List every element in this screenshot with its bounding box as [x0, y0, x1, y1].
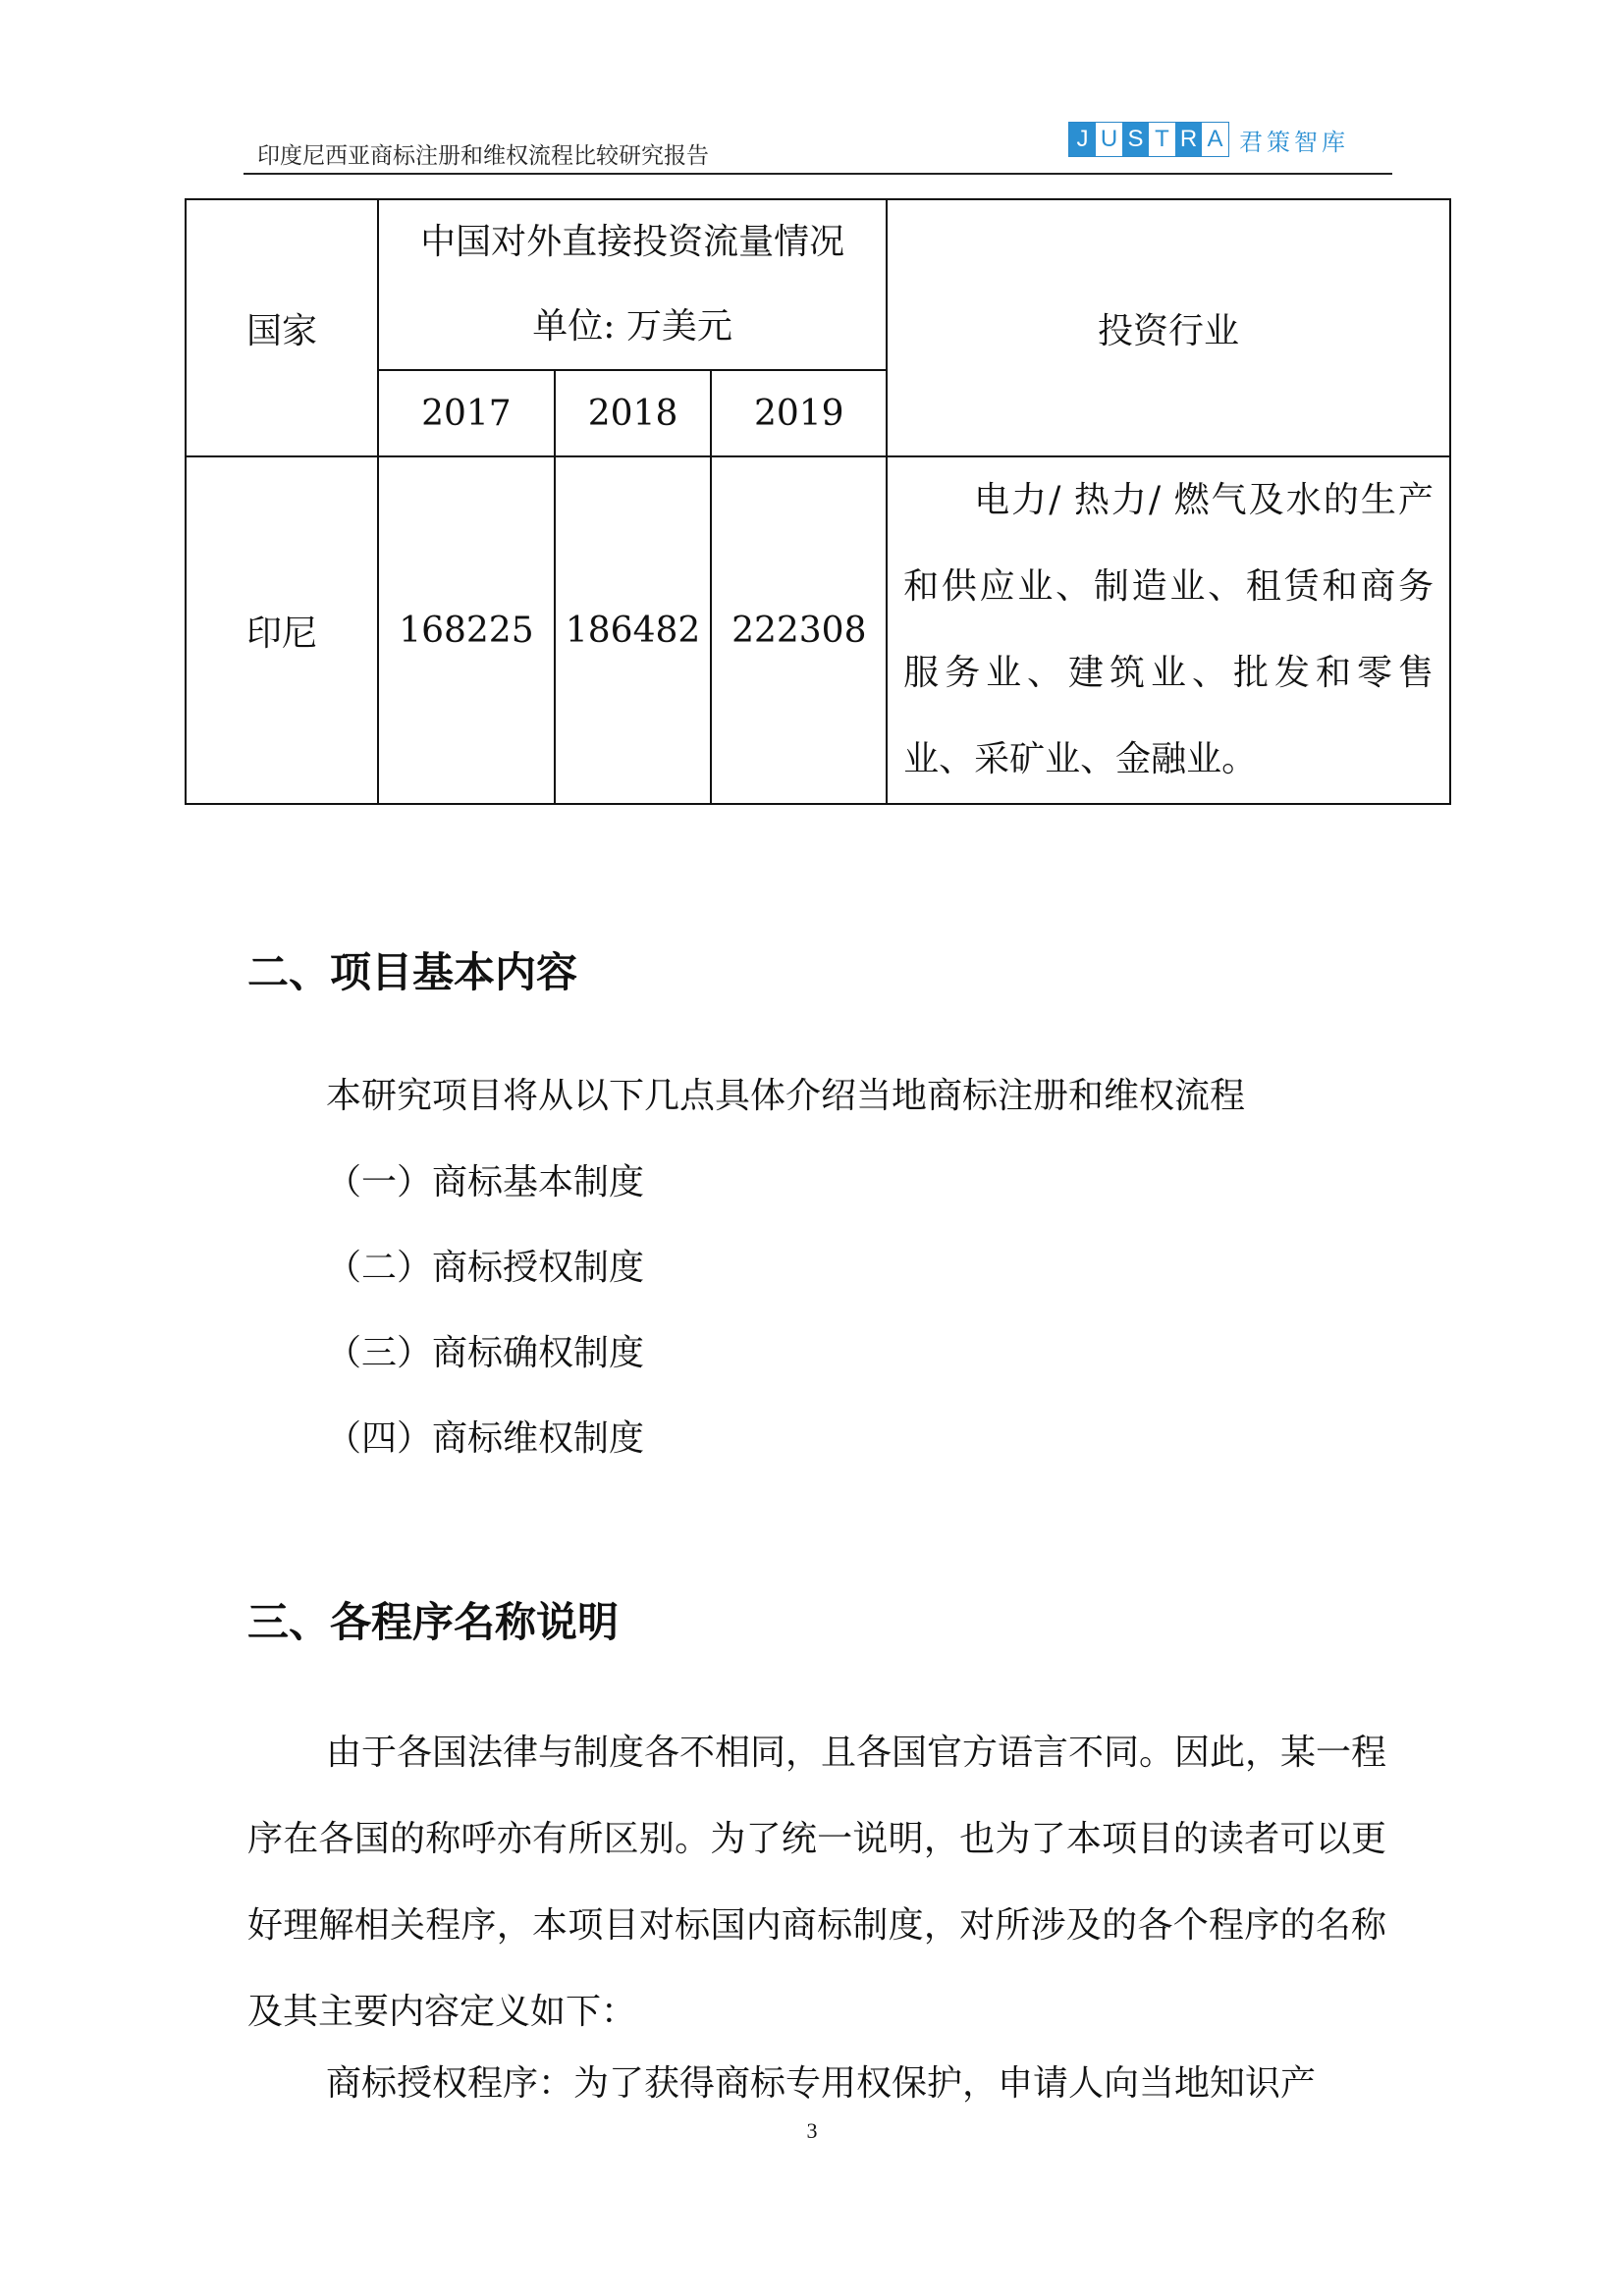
page-number: 3 — [806, 2118, 818, 2143]
year-header: 2019 — [711, 370, 887, 456]
body-paragraph-start: 商标授权程序：为了获得商标专用权保护，申请人向当地知识产 — [326, 2063, 1317, 2104]
flow-header — [378, 199, 887, 370]
industry-text: 电力/ 热力/ 燃气及水的生产和供应业、制造业、租赁和商务服务业、建筑业、批发和零售业、采矿业、金融业。 — [903, 480, 1434, 779]
section-intro: 本研究项目将从以下几点具体介绍当地商标注册和维权流程 — [326, 1076, 1246, 1116]
industry-header: 投资行业 — [887, 199, 1450, 456]
flow-header-title: 中国对外直接投资流量情况 — [420, 222, 845, 262]
list-item: （一）商标基本制度 — [326, 1162, 645, 1202]
investment-table — [185, 198, 1451, 805]
value-cell: 222308 — [711, 456, 887, 804]
justra-logo — [1068, 120, 1349, 159]
country-header: 国家 — [186, 199, 378, 456]
country-cell: 印尼 — [186, 456, 378, 804]
page-header — [244, 108, 1392, 177]
report-title: 印度尼西亚商标注册和维权流程比较研究报告 — [257, 143, 709, 169]
list-item: （三）商标确权制度 — [326, 1333, 645, 1373]
logo-letter: J — [1069, 123, 1096, 156]
section-heading: 三、各程序名称说明 — [247, 1598, 620, 1646]
logo-letter: R — [1175, 123, 1202, 156]
table-row — [186, 456, 1450, 804]
table-header-row — [186, 199, 1450, 370]
header-divider — [244, 173, 1392, 175]
industry-cell — [887, 456, 1450, 804]
value-cell: 186482 — [555, 456, 712, 804]
logo-letter: T — [1149, 123, 1175, 156]
section-heading: 二、项目基本内容 — [247, 948, 578, 996]
logo-letter: A — [1202, 123, 1228, 156]
logo-letter: S — [1122, 123, 1149, 156]
list-item: （四）商标维权制度 — [326, 1418, 645, 1459]
year-header: 2017 — [378, 370, 555, 456]
body-paragraph: 由于各国法律与制度各不相同，且各国官方语言不同。因此，某一程序在各国的称呼亦有所区别。为了统一说明，也为了本项目的读者可以更好理解相关程序，本项目对标国内商标制度，对所涉及的各个程序的名称及其主要内容定义如下： — [247, 1733, 1387, 2032]
logo-text: 君策智库 — [1239, 128, 1349, 156]
flow-header-unit: 单位: 万美元 — [532, 306, 732, 347]
value-cell: 168225 — [378, 456, 555, 804]
logo-letter: U — [1096, 123, 1122, 156]
logo-letter-boxes — [1068, 122, 1229, 157]
year-header: 2018 — [555, 370, 712, 456]
list-item: （二）商标授权制度 — [326, 1248, 645, 1288]
